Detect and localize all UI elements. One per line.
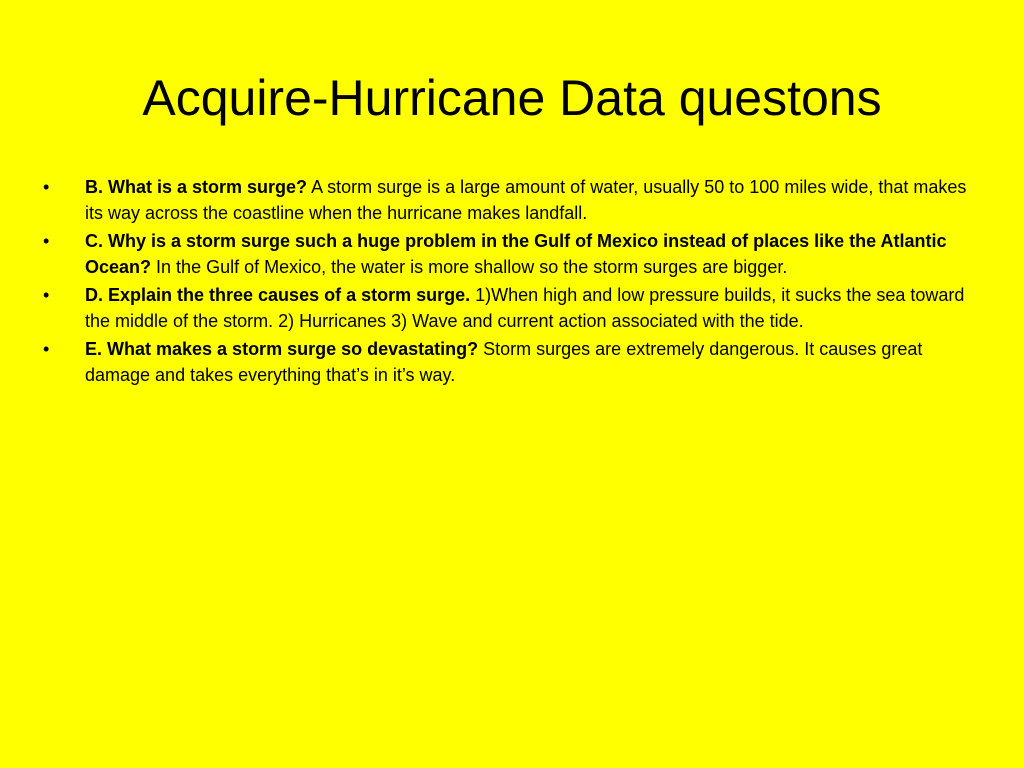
list-item — [43, 336, 983, 388]
question-text: C. Why is a storm surge such a huge problem in the Gulf of Mexico instead of places like the Atlantic Ocean? — [85, 231, 947, 277]
question-text: B. What is a storm surge? — [85, 177, 308, 197]
answer-text: Storm surges are extremely dangerous. It causes great damage and takes everything that’s in it’s way. — [85, 339, 923, 385]
question-text: E. What makes a storm surge so devastating? — [85, 339, 479, 359]
list-item — [43, 228, 983, 280]
bullet-list — [43, 174, 983, 390]
answer-text: 1)When high and low pressure builds, it sucks the sea toward the middle of the storm. 2) Hurricanes 3) Wave and current action associated with the tide. — [85, 285, 965, 331]
bullet-icon: • — [43, 285, 50, 305]
bullet-icon: • — [43, 177, 50, 197]
slide-title: Acquire-Hurricane Data questons — [142, 70, 882, 126]
answer-text: In the Gulf of Mexico, the water is more shallow so the storm surges are bigger. — [156, 257, 788, 277]
bullet-icon: • — [43, 231, 50, 251]
bullet-icon: • — [43, 339, 50, 359]
list-item — [43, 282, 983, 334]
answer-text: A storm surge is a large amount of water, usually 50 to 100 miles wide, that makes its way across the coastline when the hurricane makes landfall. — [85, 177, 967, 223]
list-item — [43, 174, 983, 226]
question-text: D. Explain the three causes of a storm surge. — [85, 285, 471, 305]
